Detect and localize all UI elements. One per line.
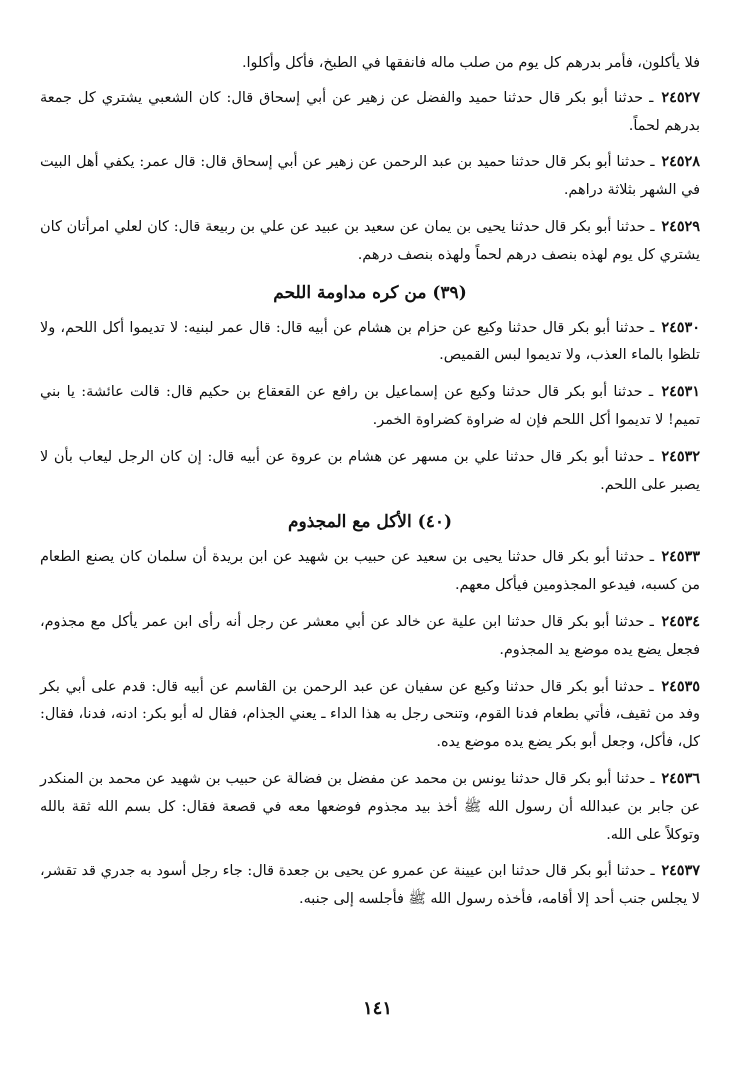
hadith-number: ٢٤٥٣١ [661,383,701,401]
hadith-text: ـ حدثنا أبو بكر قال حدثنا يحيى بن يمان عن سعيد بن عبيد عن علي بن ربيعة قال: كان لعلي امرأتان كان يشتري كل يوم لهذه بنصف درهم لحماً ولهذه بنصف درهم. [40,218,700,263]
hadith-text: ـ حدثنا أبو بكر قال حدثنا حميد بن عبد الرحمن عن زهير عن أبي إسحاق قال: قال عمر: يكفي أهل البيت في الشهر بثلاثة دراهم. [40,154,700,199]
hadith-number: ٢٤٥٣٢ [661,447,701,465]
hadith-number: ٢٤٥٢٨ [661,153,700,171]
hadith-24535 [40,673,700,757]
hadith-number: ٢٤٥٣٣ [661,548,700,566]
hadith-text: ـ حدثنا أبو بكر قال حدثنا حميد والفضل عن زهير عن أبي إسحاق قال: كان الشعبي يشتري كل جمعة بدرهم لحماً. [40,89,700,134]
hadith-24530 [40,314,700,371]
chapter-heading-40: (٤٠) الأكل مع المجذوم [287,512,452,533]
hadith-text: ـ حدثنا أبو بكر قال حدثنا وكيع عن حزام بن هشام عن أبيه قال: قال عمر لبنيه: لا تديموا أكل اللحم، ولا تلظوا بالماء العذب، ولا تديموا لبس القميص. [40,319,700,364]
hadith-text: ـ حدثنا أبو بكر قال حدثنا ابن عيينة عن عمرو عن يحيى بن جعدة قال: جاء رجل أسود به جدري قد تقشر، لا يجلس جنب أحد إلا أقامه، فأخذه رسول الله ﷺ فأجلسه إلى جنبه. [40,863,700,908]
page-number: ١٤١ [362,998,392,1019]
hadith-text: ـ حدثنا أبو بكر قال حدثنا يحيى بن سعيد عن حبيب بن شهيد عن ابن بريدة أن سلمان كان يصنع الطعام من كسبه، فيدعو المجذومين فيأكل معهم. [40,549,700,594]
hadith-24532 [40,443,700,500]
hadith-text: ـ حدثنا أبو بكر قال حدثنا علي بن مسهر عن هشام بن عروة عن أبيه قال: إن كان الرجل ليعاب بأن لا يصبر على اللحم. [40,448,700,493]
hadith-text: ـ حدثنا أبو بكر قال حدثنا وكيع عن سفيان عن عبد الرحمن بن القاسم عن أبيه قال: قدم على أبي بكر وفد من ثقيف، فأتي بطعام فدنا القوم، وتنحى رجل به هذا الداء ـ يعني الجذام، فقال له أبو بكر: ادنه، فدنا، فقال: كل، فأكل، وجعل أبو بكر يضع يده موضع يده. [40,678,700,751]
hadith-text: ـ حدثنا أبو بكر قال حدثنا ابن علية عن خالد عن أبي معشر عن رجل أنه رأى ابن عمر يأكل مع مجذوم، فجعل يضع يده موضع يد المجذوم. [40,613,700,658]
hadith-number: ٢٤٥٣٧ [661,862,700,880]
hadith-24529 [40,213,700,270]
hadith-24527 [40,84,700,141]
page-body [40,50,700,922]
hadith-text: ـ حدثنا أبو بكر قال حدثنا وكيع عن إسماعيل بن رافع عن القعقاع بن حكيم قال: قالت عائشة: يا بني تميم! لا تديموا أكل اللحم فإن له ضراوة كضراوة الخمر. [40,384,700,428]
hadith-text: ـ حدثنا أبو بكر قال حدثنا يونس بن محمد عن مفضل بن فضالة عن حبيب بن شهيد عن محمد بن المنكدر عن جابر بن عبدالله أن رسول الله ﷺ أخذ بيد مجذوم فوضعها معه في قصعة فقال: كل بسم الله ثقة بالله وتوكلاً على الله. [40,770,700,843]
hadith-number: ٢٤٥٣٦ [661,769,700,787]
hadith-24534 [40,608,700,665]
continued-paragraph: فلا يأكلون، فأمر بدرهم كل يوم من صلب ماله فانفقها في الطبخ، فأكل وأكلوا. [241,55,700,71]
hadith-number: ٢٤٥٢٩ [661,217,701,235]
hadith-24533 [40,543,700,600]
hadith-number: ٢٤٥٣٠ [661,318,700,336]
hadith-number: ٢٤٥٣٤ [661,612,701,630]
hadith-24528 [40,148,700,205]
chapter-heading-39: (٣٩) من كره مداومة اللحم [273,282,467,303]
hadith-number: ٢٤٥٣٥ [661,677,701,695]
hadith-24531 [40,378,700,435]
hadith-number: ٢٤٥٢٧ [661,88,701,106]
hadith-24536 [40,765,700,849]
hadith-24537 [40,857,700,914]
